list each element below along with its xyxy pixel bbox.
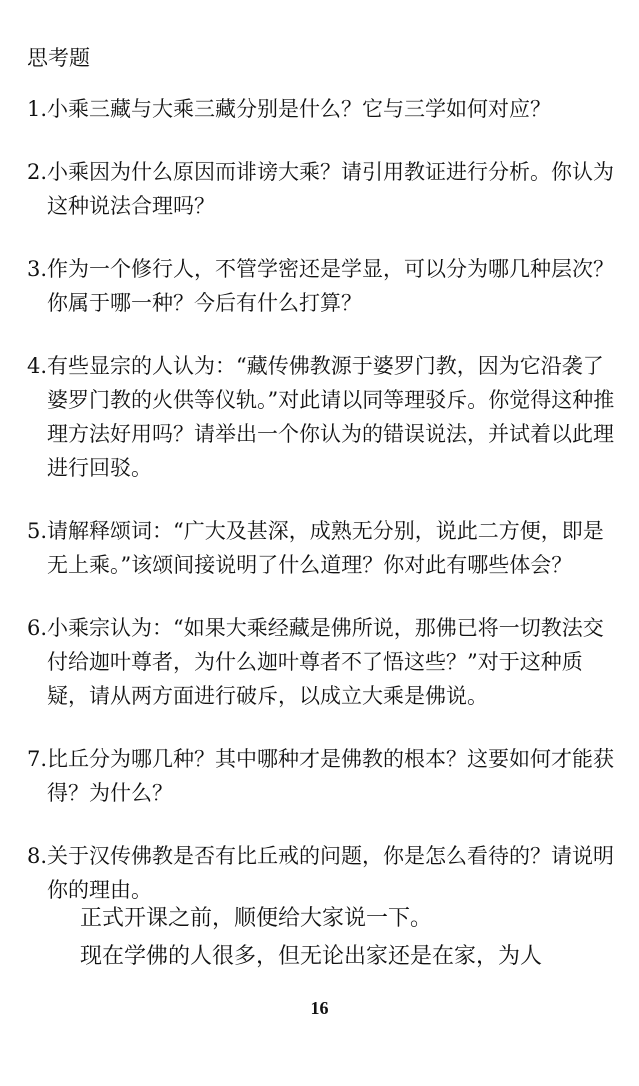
question-number: 4. xyxy=(27,354,48,378)
question-number: 8. xyxy=(27,844,48,868)
question-text: 作为一个修行人，不管学密还是学显，可以分为哪几种层次？你属于哪一种？今后有什么打算？ xyxy=(47,257,615,315)
next-section-text xyxy=(80,900,620,976)
question-item xyxy=(27,611,617,713)
paragraph-line: 现在学佛的人很多，但无论出家还是在家，为人 xyxy=(80,944,543,969)
question-list xyxy=(27,92,617,936)
paragraph-line: 正式开课之前，顺便给大家说一下。 xyxy=(80,906,433,931)
question-number: 3. xyxy=(27,257,48,281)
question-number: 7. xyxy=(27,747,48,771)
question-number: 2. xyxy=(27,160,48,184)
question-text: 有些显宗的人认为：“藏传佛教源于婆罗门教，因为它沿袭了婆罗门教的火供等仪轨。”对此请以同等理驳斥。你觉得这种推理方法好用吗？请举出一个你认为的错误说法，并试着以此理进行回驳。 xyxy=(47,354,615,480)
question-text: 比丘分为哪几种？其中哪种才是佛教的根本？这要如何才能获得？为什么？ xyxy=(47,747,615,805)
question-text: 小乘因为什么原因而诽谤大乘？请引用教证进行分析。你认为这种说法合理吗？ xyxy=(47,160,615,218)
question-item xyxy=(27,514,617,582)
question-item xyxy=(27,92,617,126)
question-number: 6. xyxy=(27,616,48,640)
question-item xyxy=(27,155,617,223)
page-number: 16 xyxy=(310,998,329,1018)
section-heading: 思考题 xyxy=(27,46,90,70)
question-item xyxy=(27,742,617,810)
question-text: 小乘三藏与大乘三藏分别是什么？它与三学如何对应？ xyxy=(47,97,552,121)
question-item xyxy=(27,839,617,907)
question-number: 5. xyxy=(27,519,48,543)
question-item xyxy=(27,252,617,320)
question-number: 1. xyxy=(27,97,48,121)
question-item xyxy=(27,349,617,485)
question-text: 请解释颂词：“广大及甚深，成熟无分别，说此二方便，即是无上乘。”该颂间接说明了什么道理？你对此有哪些体会？ xyxy=(47,519,604,577)
question-text: 小乘宗认为：“如果大乘经藏是佛所说，那佛已将一切教法交付给迦叶尊者，为什么迦叶尊者不了悟这些？”对于这种质疑，请从两方面进行破斥，以成立大乘是佛说。 xyxy=(47,616,604,708)
question-text: 关于汉传佛教是否有比丘戒的问题，你是怎么看待的？请说明你的理由。 xyxy=(47,844,615,902)
